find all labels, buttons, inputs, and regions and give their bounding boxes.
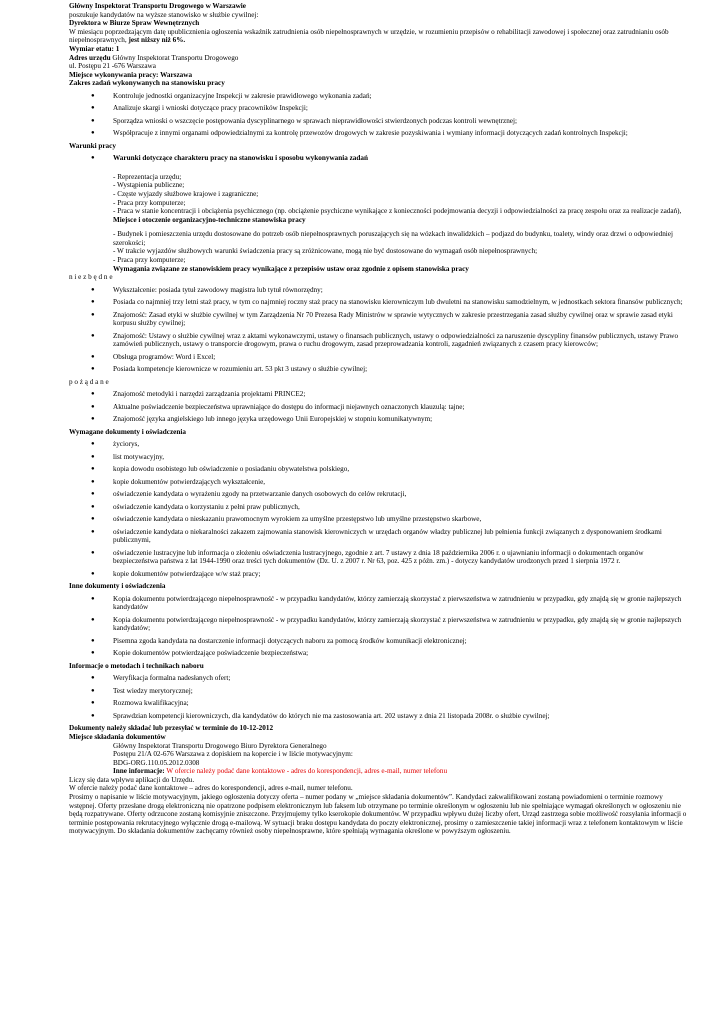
office-address-line2: ul. Postępu 21 -676 Warszawa xyxy=(69,62,156,71)
list-item: ● Rozmowa kwalifikacyjna; xyxy=(69,699,689,708)
fte: Wymiar etatu: 1 xyxy=(69,44,120,53)
position-title: Dyrektora w Biurze Spraw Wewnętrznych xyxy=(69,19,200,28)
other-documents-title: Inne dokumenty i oświadczenia xyxy=(69,582,166,591)
employment-note: W miesiącu poprzedzającym datę upublicznienia ogłoszenia wskaźnik zatrudnienia osób niepełnosprawnych w urzędzie, w rozumieniu przepisów o rehabilitacji zawodowej i społecznej oraz zatrudnianiu osób niepełnosprawnych, jest niższy niż 6%. xyxy=(69,27,669,45)
documents-title: Wymagane dokumenty i oświadczenia xyxy=(69,427,186,436)
list-item: ● Znajomość: Ustawy o służbie cywilnej wraz z aktami wykonawczymi, ustawy o finansach publicznych, ustawy o odpowiedzialności za naruszenie dyscypliny finansów publicznych, ustawy Prawo zamówień publicznych, ustawy o transporcie drogowym, prawa o ruchu drogowym, zasad przeprowadzania kontroli, zagadnień związanych z czasem pracy kierowców; xyxy=(69,332,689,349)
submission-line: Postępu 21/A 02-676 Warszawa z dopiskiem na kopercie i w liście motywacyjnym: xyxy=(113,750,353,759)
list-item: ● Sprawdzian kompetencji kierowniczych, dla kandydatów do których nie ma zastosowania art. 202 ustawy z dnia 21 listopada 2008r. o służbie cywilnej; xyxy=(69,712,689,721)
condition-line: - Praca przy komputerze; xyxy=(113,198,186,207)
conditions-title: Warunki pracy xyxy=(69,141,116,150)
submission-line: BDG-ORG.110.05.2012.0308 xyxy=(113,758,200,767)
documents-list xyxy=(69,440,689,578)
list-item: ● Posiada kompetencje kierownicze w rozumieniu art. 53 pkt 3 ustawy o służbie cywilnej; xyxy=(69,365,689,374)
list-item: ● Analizuje skargi i wnioski dotyczące pracy pracowników Inspekcji; xyxy=(69,104,689,113)
condition-line: - Praca w stanie koncentracji i obciążenia psychicznego (np. obciążenie psychiczne wynikające z konieczności podejmowania decyzji i odpowiedzialności za pracę zespołu oraz za realizacje zadań), xyxy=(113,207,682,216)
condition-line: - Częste wyjazdy służbowe krajowe i zagraniczne; xyxy=(113,189,259,198)
list-item: ● Kopie dokumentów potwierdzające poświadczenie bezpieczeństwa; xyxy=(69,649,689,658)
org-name: Główny Inspektorat Transportu Drogowego w Warszawie xyxy=(69,2,246,10)
list-item: ● Znajomość metodyki i narzędzi zarządzania projektami PRINCE2; xyxy=(69,390,689,399)
list-item: ● Kontroluje jednostki organizacyjne Inspekcji w zakresie prawidłowego wykonania zadań; xyxy=(69,92,689,101)
preferred-list xyxy=(69,390,689,424)
conditions-list xyxy=(69,154,689,163)
list-item: ● Sporządza wnioski o wszczęcie postępowania dyscyplinarnego w sprawach nieprawidłowości stwierdzonych podczas kontroli wewnętrznej; xyxy=(69,117,689,126)
deadline: Dokumenty należy składać lub przesyłać w terminie do 10-12-2012 xyxy=(69,724,274,733)
workplace: Miejsce wykonywania pracy: Warszawa xyxy=(69,70,193,79)
submission-line: Główny Inspektorat Transportu Drogowego Biuro Dyrektora Generalnego xyxy=(113,741,327,750)
list-item: ● oświadczenie kandydata o korzystaniu z pełni praw publicznych, xyxy=(69,503,689,512)
list-item: ● Kopia dokumentu potwierdzającego niepełnosprawność - w przypadku kandydatów, którzy zamierzają skorzystać z pierwszeństwa w zatrudnieniu w przypadku, gdy znajdą się w gronie najlepszych kandydatów; xyxy=(69,616,689,633)
condition-line: - Wystąpienia publiczne; xyxy=(113,181,185,190)
list-item: ● kopie dokumentów potwierdzające w/w staż pracy; xyxy=(69,570,689,579)
submission-title: Miejsce składania dokumentów xyxy=(69,732,166,741)
list-item: ● Wykształcenie: posiada tytuł zawodowy magistra lub tytuł równorzędny; xyxy=(69,286,689,295)
list-item: ● kopie dokumentów potwierdzających wykształcenie, xyxy=(69,478,689,487)
list-item: ● oświadczenie kandydata o wyrażeniu zgody na przetwarzanie danych osobowych do celów rekrutacji, xyxy=(69,490,689,499)
methods-list xyxy=(69,674,689,720)
footer-line: Liczy się data wpływu aplikacji do Urzędu. xyxy=(69,775,195,784)
list-item: ● życiorys, xyxy=(69,440,689,449)
submission-address xyxy=(69,742,689,776)
environment-title: Miejsce i otoczenie organizacyjno-techniczne stanowiska pracy xyxy=(113,215,306,224)
list-item: ● Test wiedzy merytorycznej; xyxy=(69,687,689,696)
list-item: ● list motywacyjny, xyxy=(69,453,689,462)
list-item: ● Kopia dokumentu potwierdzającego niepełnosprawność - w przypadku kandydatów, którzy zamierzają skorzystać z pierwszeństwa w zatrudnieniu w przypadku, gdy znajdą się w gronie najlepszych kandydatów xyxy=(69,595,689,612)
duties-title: Zakres zadań wykonywanych na stanowisku pracy xyxy=(69,79,225,88)
environment-line: - W trakcie wyjazdów służbowych warunki świadczenia pracy są zróżnicowane, mogą nie być dostosowane do wymagań osób niepełnosprawnych; xyxy=(113,247,538,256)
footer-line: W ofercie należy podać dane kontaktowe – adres do korespondencji, adres e-mail, numer telefonu. xyxy=(69,784,353,793)
requirements-title: Wymagania związane ze stanowiskiem pracy wynikające z przepisów ustaw oraz zgodnie z opisem stanowiska pracy xyxy=(113,264,469,273)
list-item: ● Znajomość języka angielskiego lub innego języka urzędowego Unii Europejskiej w stopniu komunikatywnym; xyxy=(69,415,689,424)
environment-line: - Budynek i pomieszczenia urzędu dostosowane do potrzeb osób niepełnosprawnych poruszających się na wózkach inwalidzkich – podjazd do budynku, toalety, windy oraz drzwi o odpowiedniej szerokości; xyxy=(113,230,673,247)
office-address: Adres urzędu Główny Inspektorat Transportu Drogowego xyxy=(69,53,239,62)
required-label: n i e z b ę d n e xyxy=(69,273,113,282)
preferred-label: p o ż ą d a n e xyxy=(69,377,109,386)
list-item: ● oświadczenie kandydata o nieskazaniu prawomocnym wyrokiem za umyślne przestępstwo lub umyślne przestępstwo skarbowe, xyxy=(69,515,689,524)
footer-paragraph: Prosimy o napisanie w liście motywacyjnym, jakiego ogłoszenia dotyczy oferta – numer podany w „miejsce składania dokumentów”. Kandydaci zakwalifikowani zostaną powiadomieni o terminie rozmowy wstępnej. Oferty przesłane drogą elektroniczną nie opatrzone podpisem elektronicznym lub faksem lub otrzymane po terminie określonym w ogłoszeniu lub nie spełniające wymagań określonych w ogłoszeniu nie będą rozpatrywane. Oferty odrzucone zostaną komisyjnie zniszczone. Przyjmujemy tylko kserokopie dokumentów. W przypadku wpływu dużej liczby ofert, Urząd zastrzega sobie możliwość rozsyłania informacji o terminie postępowania rekrutacyjnego wyłącznie drogą e-mailową. W sytuacji braku dostępu kandydata do poczty elektronicznej, prosimy o zamieszczenie takiej informacji wraz z telefonem kontaktowym w liście motywacyjnym. Do składania dokumentów zachęcamy również osoby niepełnosprawne, które spełniają wymagania określone w powyższym ogłoszeniu. xyxy=(69,793,687,836)
list-item: ● Posiada co najmniej trzy letni staż pracy, w tym co najmniej roczny staż pracy na stanowisku kierowniczym lub dwuletni na stanowisku samodzielnym, w jednostkach sektora finansów publicznych; xyxy=(69,298,689,307)
other-info: Inne informacje: W ofercie należy podać dane kontaktowe - adres do korespondencji, adres e-mail, numer telefonu xyxy=(113,767,448,776)
list-item: ● Pisemna zgoda kandydata na dostarczenie informacji dotyczących naboru za pomocą środków komunikacji elektronicznej; xyxy=(69,637,689,646)
job-posting xyxy=(69,2,689,836)
list-item: ● oświadczenie kandydata o niekaralności zakazem zajmowania stanowisk kierowniczych w urzędach organów władzy publicznej lub pełnienia funkcji związanych z dysponowaniem środkami publicznymi, xyxy=(69,528,689,545)
condition-line: - Reprezentacja urzędu; xyxy=(113,172,182,181)
required-list xyxy=(69,286,689,374)
environment-line: - Praca przy komputerze; xyxy=(113,256,186,265)
seeking-line: poszukuje kandydatów na wyższe stanowisko w służbie cywilnej: xyxy=(69,10,259,19)
list-item: ● Warunki dotyczące charakteru pracy na stanowisku i sposobu wykonywania zadań xyxy=(69,154,689,163)
list-item: ● Weryfikacja formalna nadesłanych ofert; xyxy=(69,674,689,683)
list-item: ● oświadczenie lustracyjne lub informacja o złożeniu oświadczenia lustracyjnego, zgodnie z art. 7 ustawy z dnia 18 października 2006 r. o ujawnianiu informacji o dokumentach organów bezpieczeństwa państwa z lat 1944-1990 oraz treści tych dokumentów (Dz. U. z 2007 r. Nr 63, poz. 425 z późn. zm.) - dotyczy kandydatów urodzonych przed 1 sierpnia 1972 r. xyxy=(69,549,689,566)
list-item: ● kopia dowodu osobistego lub oświadczenie o posiadaniu obywatelstwa polskiego, xyxy=(69,465,689,474)
list-item: ● Współpracuje z innymi organami odpowiedzialnymi za kontrolę przewozów drogowych w zakresie pozyskiwania i wymiany informacji dotyczących zadań kontrolnych Inspekcji; xyxy=(69,129,689,138)
duties-list xyxy=(69,92,689,138)
list-item: ● Obsługa programów: Word i Excel; xyxy=(69,353,689,362)
other-documents-list xyxy=(69,595,689,658)
methods-title: Informacje o metodach i technikach naboru xyxy=(69,661,204,670)
list-item: ● Aktualne poświadczenie bezpieczeństwa uprawniające do dostępu do informacji niejawnych oznaczonych klauzulą: tajne; xyxy=(69,403,689,412)
conditions-details xyxy=(69,173,689,274)
list-item: ● Znajomość: Zasad etyki w służbie cywilnej w tym Zarządzenia Nr 70 Prezesa Rady Ministrów w sprawie wytycznych w zakresie przestrzegania zasad służby cywilnej oraz w sprawie zasad etyki korpusu służby cywilnej; xyxy=(69,311,689,328)
